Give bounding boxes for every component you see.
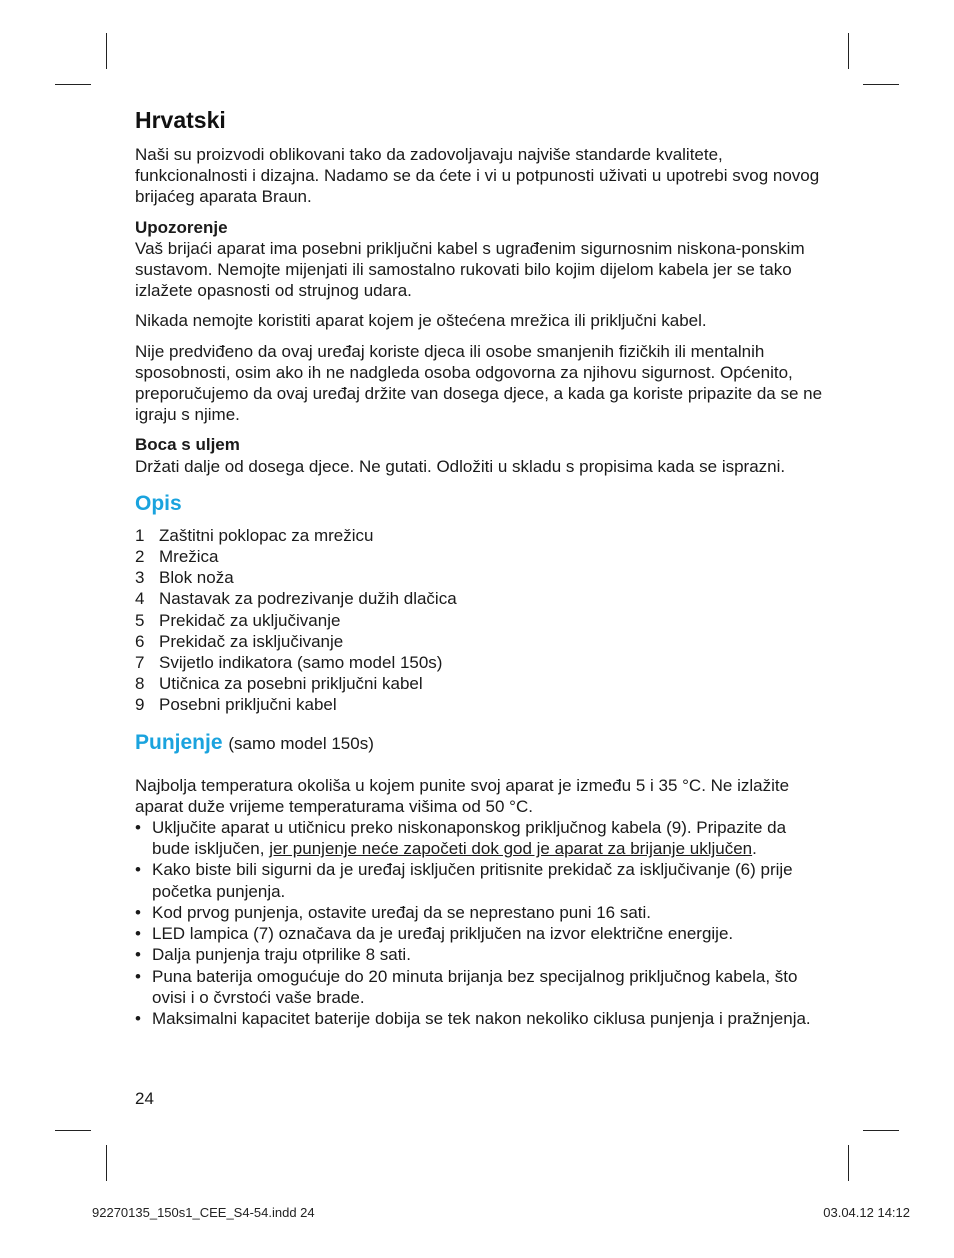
item-text: Svijetlo indikatora (samo model 150s) xyxy=(159,653,443,673)
crop-mark xyxy=(848,33,849,69)
description-title: Opis xyxy=(135,491,182,515)
warning-paragraph-3: Nije predviđeno da ovaj uređaj koriste djeca ili osobe smanjenih fizičkih ili mentalnih sposobnosti, osim ako ih ne nadgleda osoba odgovorna za njihovu sigurnost. Općenito, preporučujemo da ovaj uređaj držite van dosega djece, a kada ga koriste pripazite da se ne igraju s njime. xyxy=(135,341,823,425)
list-item xyxy=(135,694,825,715)
list-item xyxy=(135,588,825,609)
crop-mark xyxy=(863,1130,899,1131)
footer-file: 92270135_150s1_CEE_S4-54.indd 24 xyxy=(92,1205,315,1220)
page-title: Hrvatski xyxy=(135,107,226,133)
crop-mark xyxy=(106,1145,107,1181)
list-item xyxy=(135,902,825,923)
oil-paragraph: Držati dalje od dosega djece. Ne gutati. Odložiti u skladu s propisima kada se isprazni. xyxy=(135,456,786,476)
item-number: 8 xyxy=(135,674,145,694)
item-number: 3 xyxy=(135,568,145,588)
intro-paragraph: Naši su proizvodi oblikovani tako da zadovoljavaju najviše standarde kvalitete, funkcionalnosti i dizajna. Nadamo se da ćete i vi u potpunosti uživati u upotrebi svog novog brijaćeg aparata Braun. xyxy=(135,145,820,207)
list-item xyxy=(135,1008,825,1029)
underlined-text: jer punjenje neće započeti dok god je aparat za brijanje uključen xyxy=(269,839,753,859)
charging-title: Punjenje (samo model 150s) xyxy=(135,730,374,754)
oil-title: Boca s uljem xyxy=(135,435,240,455)
bullet: • xyxy=(135,1008,141,1028)
crop-mark xyxy=(863,84,899,85)
list-item xyxy=(135,859,825,901)
bullet-text: LED lampica (7) označava da je uređaj priključen na izvor električne energije. xyxy=(152,924,734,944)
list-item xyxy=(135,817,825,859)
item-text: Prekidač za uključivanje xyxy=(159,610,341,630)
bullet-text: Kod prvog punjenja, ostavite uređaj da se neprestano puni 16 sati. xyxy=(152,902,652,922)
item-text: Nastavak za podrezivanje dužih dlačica xyxy=(159,589,457,609)
bullet: • xyxy=(135,818,141,838)
item-number: 5 xyxy=(135,610,145,630)
item-text: Posebni priključni kabel xyxy=(159,695,337,715)
list-item xyxy=(135,923,825,944)
footer-datetime: 03.04.12 14:12 xyxy=(823,1205,910,1220)
item-number: 9 xyxy=(135,695,145,715)
list-item xyxy=(135,652,825,673)
bullet-text: Maksimalni kapacitet baterije dobija se tek nakon nekoliko ciklusa punjenja i pražnjenja. xyxy=(152,1008,811,1028)
crop-mark xyxy=(55,1130,91,1131)
bullet: • xyxy=(135,860,141,880)
item-number: 2 xyxy=(135,547,145,567)
item-text: Mrežica xyxy=(159,547,219,567)
warning-title: Upozorenje xyxy=(135,217,228,237)
list-item xyxy=(135,567,825,588)
list-item xyxy=(135,610,825,631)
list-item xyxy=(135,525,825,546)
crop-mark xyxy=(55,84,91,85)
list-item xyxy=(135,673,825,694)
list-item xyxy=(135,546,825,567)
bullet-text: Kako biste bili sigurni da je uređaj isključen pritisnite prekidač za isključivanje (6) prije početka punjenja. xyxy=(152,860,793,901)
bullet: • xyxy=(135,924,141,944)
item-number: 1 xyxy=(135,525,145,545)
charging-paragraph: Najbolja temperatura okoliša u kojem punite svoj aparat je između 5 i 35 °C. Ne izlažite aparat duže vrijeme temperaturama višima od 50 °C. xyxy=(135,775,790,816)
bullet: • xyxy=(135,945,141,965)
bullet-text: Puna baterija omogućuje do 20 minuta brijanja bez specijalnog priključnog kabela, što ovisi i o čvrstoći vaše brade. xyxy=(152,966,798,1007)
crop-mark xyxy=(848,1145,849,1181)
item-number: 4 xyxy=(135,589,145,609)
list-item xyxy=(135,944,825,965)
page-content xyxy=(135,106,825,1029)
item-number: 7 xyxy=(135,653,145,673)
item-text: Blok noža xyxy=(159,568,234,588)
crop-mark xyxy=(106,33,107,69)
item-number: 6 xyxy=(135,631,145,651)
item-text: Zaštitni poklopac za mrežicu xyxy=(159,525,374,545)
page-number: 24 xyxy=(135,1089,154,1108)
charging-note: (samo model 150s) xyxy=(228,733,374,753)
item-text: Prekidač za isključivanje xyxy=(159,631,344,651)
warning-paragraph-1: Vaš brijaći aparat ima posebni priključni kabel s ugrađenim sigurnosnim niskona-ponskim sustavom. Nemojte mijenjati ili samostalno rukovati bilo kojim dijelom kabela jer se tako izlažete opasnosti od strujnog udara. xyxy=(135,238,805,301)
list-item xyxy=(135,966,825,1008)
description-list xyxy=(135,525,825,716)
item-text: Utičnica za posebni priključni kabel xyxy=(159,674,423,694)
warning-paragraph-2: Nikada nemojte koristiti aparat kojem je oštećena mrežica ili priključni kabel. xyxy=(135,311,707,331)
charging-bullets xyxy=(135,817,825,1029)
bullet-text: Uključite aparat u utičnicu preko niskonaponskog priključnog kabela (9). Pripazite da bude isključen, jer punjenje neće započeti dok god je aparat za brijanje uključen. xyxy=(152,818,787,859)
bullet: • xyxy=(135,902,141,922)
list-item xyxy=(135,631,825,652)
bullet-text: Dalja punjenja traju otprilike 8 sati. xyxy=(152,945,411,965)
bullet: • xyxy=(135,966,141,986)
